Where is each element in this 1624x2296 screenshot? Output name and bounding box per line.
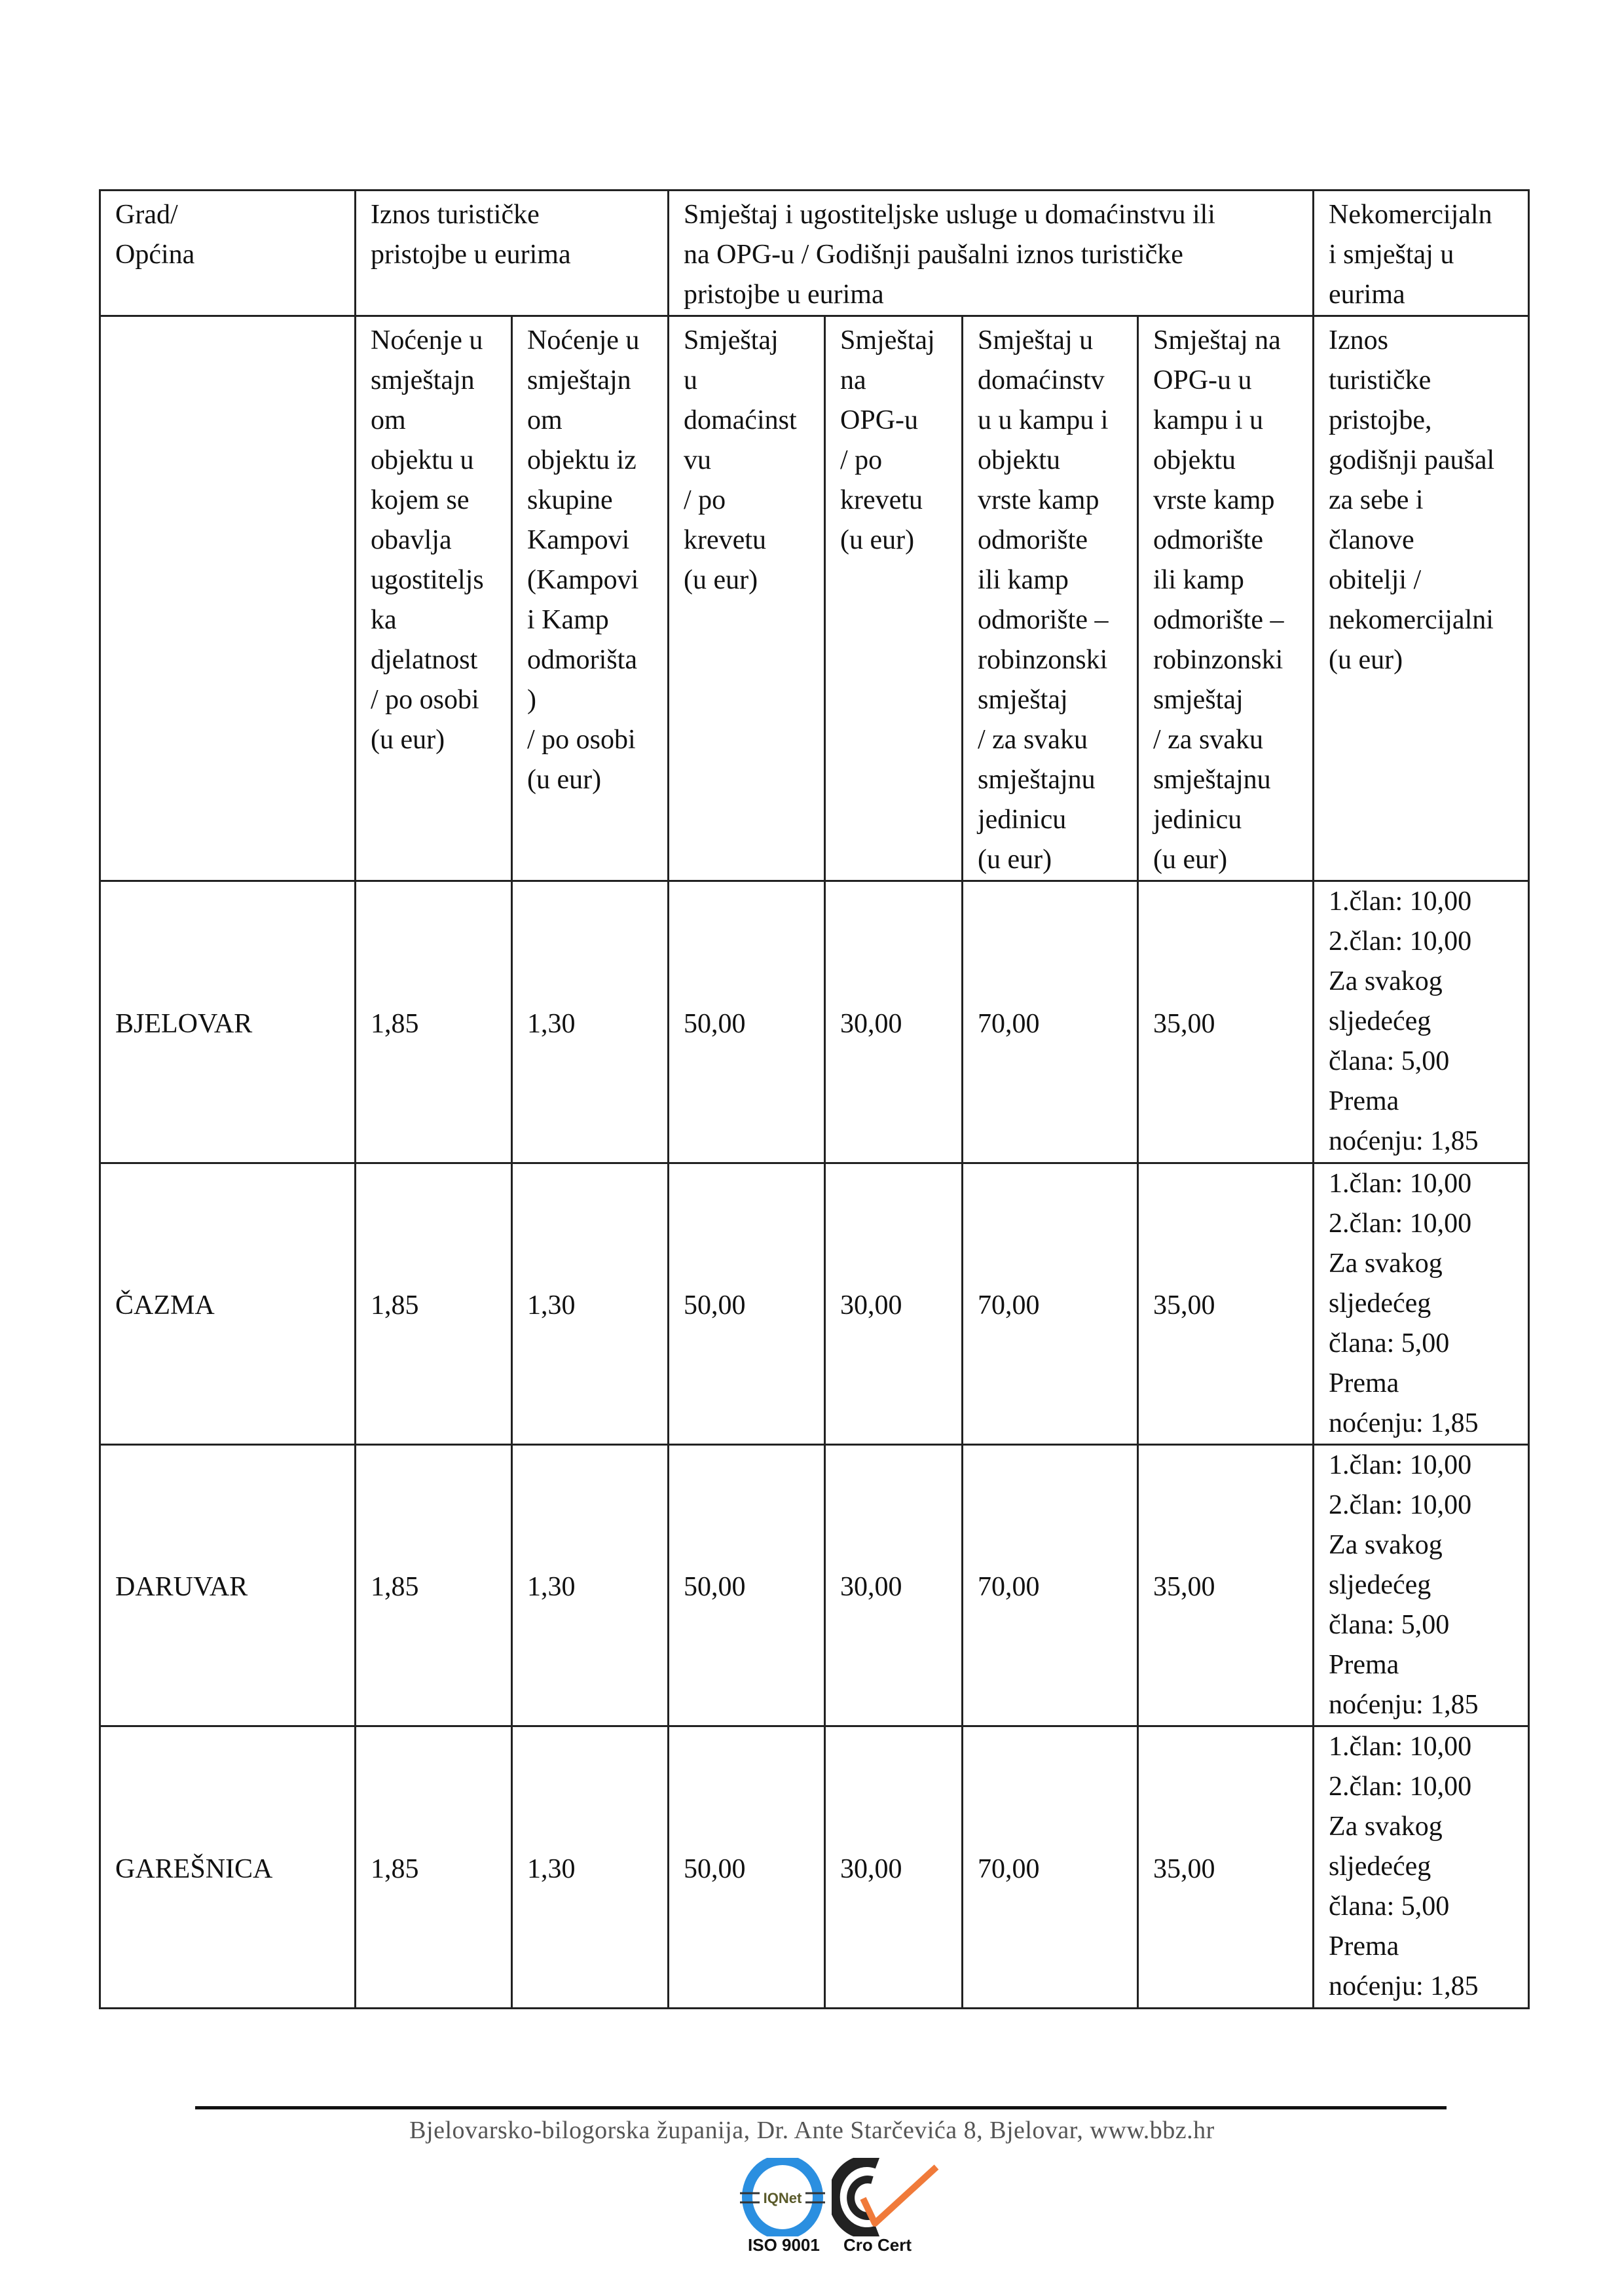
noncommercial-cell: 1.član: 10,00 2.član: 10,00 Za svakog sljedećeg člana: 5,00 Prema noćenju: 1,85 bbox=[1314, 1726, 1529, 2009]
city-cell: GAREŠNICA bbox=[100, 1726, 356, 2009]
value-opg-bed: 30,00 bbox=[825, 1445, 963, 1726]
header-noncommercial: Nekomercijaln i smještaj u eurima bbox=[1314, 191, 1529, 316]
value-overnight-camps: 1,30 bbox=[512, 1163, 669, 1445]
value-overnight-hospitality: 1,85 bbox=[356, 1163, 512, 1445]
header-city: Grad/ Općina bbox=[100, 191, 356, 316]
subheader-overnight-camps: Noćenje u smještajn om objektu iz skupine Kampovi (Kampovi i Kamp odmorišta ) / po osobi (u eur) bbox=[512, 316, 669, 881]
value-opg-camp-unit: 35,00 bbox=[1138, 881, 1314, 1163]
footer-address: Bjelovarsko-bilogorska županija, Dr. Ante Starčevića 8, Bjelovar, www.bbz.hr bbox=[409, 2117, 1215, 2144]
value-household-bed: 50,00 bbox=[669, 1726, 825, 2009]
subheader-household-bed: Smještaj u domaćinst vu / po krevetu (u eur) bbox=[669, 316, 825, 881]
value-overnight-camps: 1,30 bbox=[512, 1726, 669, 2009]
value-household-camp-unit: 70,00 bbox=[963, 881, 1138, 1163]
value-household-bed: 50,00 bbox=[669, 881, 825, 1163]
certification-logos bbox=[740, 2158, 950, 2263]
value-overnight-camps: 1,30 bbox=[512, 1445, 669, 1726]
value-overnight-hospitality: 1,85 bbox=[356, 1445, 512, 1726]
svg-text:IQNet: IQNet bbox=[763, 2190, 802, 2206]
subheader-noncommercial-flat: Iznos turističke pristojbe, godišnji paušal za sebe i članove obitelji / nekomercijalni (u eur) bbox=[1314, 316, 1529, 881]
noncommercial-cell: 1.član: 10,00 2.član: 10,00 Za svakog sljedećeg člana: 5,00 Prema noćenju: 1,85 bbox=[1314, 1445, 1529, 1726]
table-row bbox=[100, 881, 1529, 1163]
value-opg-bed: 30,00 bbox=[825, 1163, 963, 1445]
noncommercial-cell: 1.član: 10,00 2.član: 10,00 Za svakog sljedećeg člana: 5,00 Prema noćenju: 1,85 bbox=[1314, 881, 1529, 1163]
table-row bbox=[100, 1163, 1529, 1445]
value-opg-camp-unit: 35,00 bbox=[1138, 1726, 1314, 2009]
value-opg-camp-unit: 35,00 bbox=[1138, 1163, 1314, 1445]
subheader-household-camp-unit: Smještaj u domaćinstv u u kampu i objektu vrste kamp odmorište ili kamp odmorište – robinzonski smještaj / za svaku smještajnu jedinicu (u eur) bbox=[963, 316, 1138, 881]
value-overnight-hospitality: 1,85 bbox=[356, 1726, 512, 2009]
value-opg-camp-unit: 35,00 bbox=[1138, 1445, 1314, 1726]
value-household-camp-unit: 70,00 bbox=[963, 1445, 1138, 1726]
crocert-logo-icon bbox=[832, 2158, 943, 2236]
table-row bbox=[100, 1726, 1529, 2009]
city-cell: ČAZMA bbox=[100, 1163, 356, 1445]
noncommercial-cell: 1.član: 10,00 2.član: 10,00 Za svakog sljedećeg člana: 5,00 Prema noćenju: 1,85 bbox=[1314, 1163, 1529, 1445]
subheader-empty bbox=[100, 316, 356, 881]
value-overnight-hospitality: 1,85 bbox=[356, 881, 512, 1163]
iqnet-iso-logo-icon bbox=[740, 2158, 825, 2236]
header-row-1 bbox=[100, 191, 1529, 316]
value-household-bed: 50,00 bbox=[669, 1445, 825, 1726]
tourist-tax-table bbox=[99, 189, 1530, 2009]
subheader-opg-bed: Smještaj na OPG-u / po krevetu (u eur) bbox=[825, 316, 963, 881]
header-row-2 bbox=[100, 316, 1529, 881]
city-cell: DARUVAR bbox=[100, 1445, 356, 1726]
city-cell: BJELOVAR bbox=[100, 881, 356, 1163]
value-household-camp-unit: 70,00 bbox=[963, 1726, 1138, 2009]
header-household-accommodation: Smještaj i ugostiteljske usluge u domaćinstvu ili na OPG-u / Godišnji paušalni iznos turističke pristojbe u eurima bbox=[669, 191, 1314, 316]
subheader-opg-camp-unit: Smještaj na OPG-u u kampu i u objektu vrste kamp odmorište ili kamp odmorište – robinzonski smještaj / za svaku smještajnu jedinicu (u eur) bbox=[1138, 316, 1314, 881]
value-household-bed: 50,00 bbox=[669, 1163, 825, 1445]
crocert-caption: Cro Cert bbox=[843, 2235, 912, 2255]
footer-divider bbox=[195, 2106, 1447, 2109]
table-row bbox=[100, 1445, 1529, 1726]
value-opg-bed: 30,00 bbox=[825, 1726, 963, 2009]
value-household-camp-unit: 70,00 bbox=[963, 1163, 1138, 1445]
value-opg-bed: 30,00 bbox=[825, 881, 963, 1163]
subheader-overnight-hospitality: Noćenje u smještajn om objektu u kojem se obavlja ugostiteljs ka djelatnost / po osobi (u eur) bbox=[356, 316, 512, 881]
iso-9001-caption: ISO 9001 bbox=[748, 2235, 820, 2255]
header-tourist-tax: Iznos turističke pristojbe u eurima bbox=[356, 191, 669, 316]
value-overnight-camps: 1,30 bbox=[512, 881, 669, 1163]
